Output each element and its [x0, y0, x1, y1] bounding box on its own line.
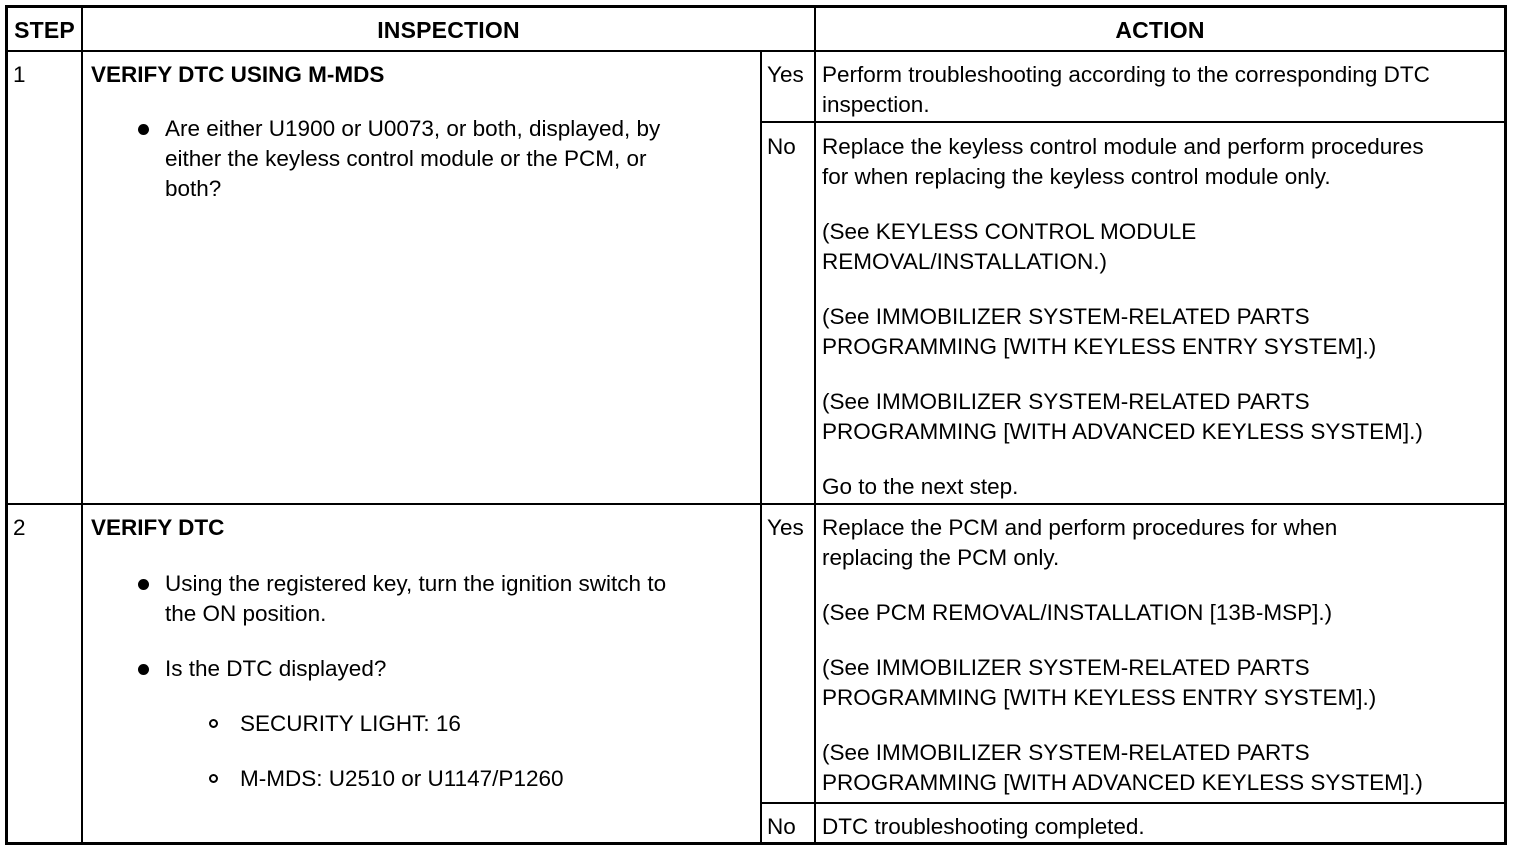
row2-yes-line1: Replace the PCM and perform procedures for when: [822, 515, 1338, 540]
row1-no-line9: Go to the next step.: [822, 474, 1019, 499]
row2-yes-line7: PROGRAMMING [WITH ADVANCED KEYLESS SYSTEM].): [822, 770, 1423, 795]
header-inspection: INSPECTION: [377, 16, 520, 43]
troubleshooting-table: [5, 5, 1507, 845]
row1-yes-line1: Perform troubleshooting according to the corresponding DTC: [822, 62, 1430, 87]
header-step: STEP: [14, 16, 75, 43]
bullet-icon: [138, 124, 149, 135]
row2-answer-divider: [760, 802, 1504, 804]
row1-no-line8: PROGRAMMING [WITH ADVANCED KEYLESS SYSTEM].): [822, 419, 1423, 444]
row2-yes-label: Yes: [767, 515, 804, 540]
circle-bullet-icon: [209, 774, 218, 783]
row1-no-label: No: [767, 134, 796, 159]
row1-bullet1-line3: both?: [165, 176, 222, 201]
row2-no-label: No: [767, 814, 796, 839]
row-divider: [8, 503, 1504, 505]
circle-bullet-icon: [209, 719, 218, 728]
row2-yes-line5: PROGRAMMING [WITH KEYLESS ENTRY SYSTEM].): [822, 685, 1377, 710]
row1-title: VERIFY DTC USING M-MDS: [91, 62, 385, 87]
header-action: ACTION: [1115, 16, 1205, 43]
row2-bullet1-line1: Using the registered key, turn the ignition switch to: [165, 571, 667, 596]
row2-yes-line4: (See IMMOBILIZER SYSTEM-RELATED PARTS: [822, 655, 1310, 680]
row1-yes-label: Yes: [767, 62, 804, 87]
bullet-icon: [138, 579, 149, 590]
row1-no-line7: (See IMMOBILIZER SYSTEM-RELATED PARTS: [822, 389, 1310, 414]
row2-yes-line3: (See PCM REMOVAL/INSTALLATION [13B-MSP].): [822, 600, 1333, 625]
row1-no-line1: Replace the keyless control module and perform procedures: [822, 134, 1424, 159]
row1-bullet1-line1: Are either U1900 or U0073, or both, displayed, by: [165, 116, 661, 141]
row2-bullet2-line1: Is the DTC displayed?: [165, 656, 387, 681]
row1-no-line4: REMOVAL/INSTALLATION.): [822, 249, 1108, 274]
row1-no-line3: (See KEYLESS CONTROL MODULE: [822, 219, 1197, 244]
row1-no-line2: for when replacing the keyless control module only.: [822, 164, 1331, 189]
row1-bullet1-line2: either the keyless control module or the PCM, or: [165, 146, 647, 171]
row1-no-line5: (See IMMOBILIZER SYSTEM-RELATED PARTS: [822, 304, 1310, 329]
bullet-icon: [138, 664, 149, 675]
column-divider-inspection: [814, 8, 816, 842]
row2-sub-bullet1: SECURITY LIGHT: 16: [240, 711, 461, 736]
row1-no-line6: PROGRAMMING [WITH KEYLESS ENTRY SYSTEM].): [822, 334, 1377, 359]
row2-title: VERIFY DTC: [91, 515, 225, 540]
row1-answer-divider: [760, 121, 1504, 123]
row2-yes-line2: replacing the PCM only.: [822, 545, 1060, 570]
row1-step-number: 1: [13, 62, 26, 87]
row1-yes-line2: inspection.: [822, 92, 930, 117]
row2-yes-line6: (See IMMOBILIZER SYSTEM-RELATED PARTS: [822, 740, 1310, 765]
column-divider-step: [81, 8, 83, 842]
row2-step-number: 2: [13, 515, 26, 540]
row2-sub-bullet2: M-MDS: U2510 or U1147/P1260: [240, 766, 564, 791]
row2-bullet1-line2: the ON position.: [165, 601, 327, 626]
row2-no-line1: DTC troubleshooting completed.: [822, 814, 1145, 839]
answer-label-divider: [760, 52, 762, 842]
